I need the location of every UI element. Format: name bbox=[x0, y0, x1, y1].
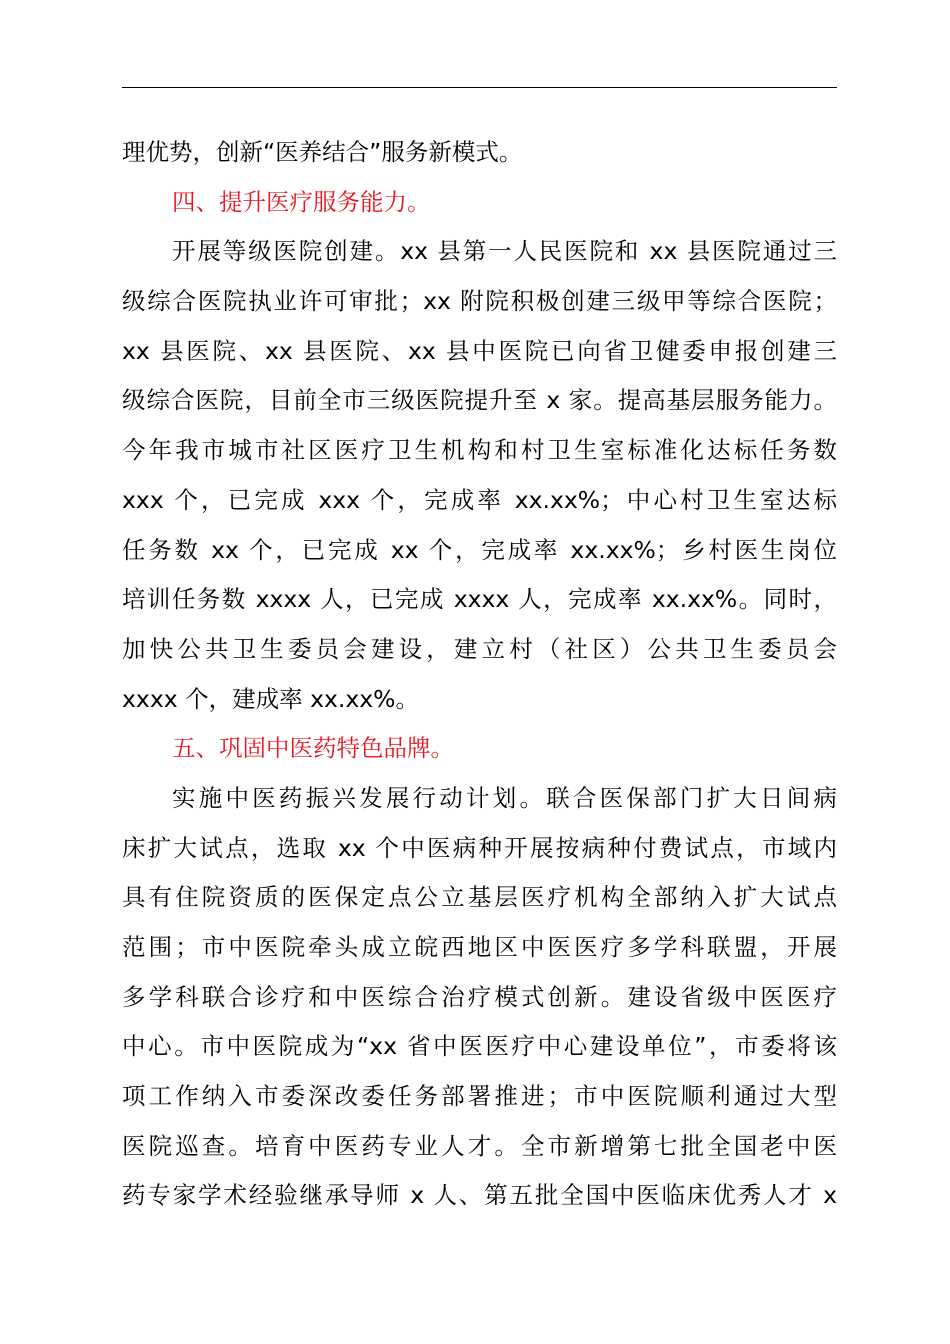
paragraph-line: 多学科联合诊疗和中医综合治疗模式创新。建设省级中医医疗 bbox=[122, 982, 837, 1011]
paragraph-line: xx 县医院、xx 县医院、xx 县中医院已向省卫健委申报创建三 bbox=[122, 336, 837, 365]
paragraph-line: 范围；市中医院牵头成立皖西地区中医医疗多学科联盟，开展 bbox=[122, 933, 837, 961]
paragraph-line: 级综合医院执业许可审批；xx 附院积极创建三级甲等综合医院； bbox=[122, 287, 837, 316]
paragraph-line: 床扩大试点，选取 xx 个中医病种开展按病种付费试点，市域内 bbox=[122, 833, 837, 862]
paragraph-line: 任务数 xx 个，已完成 xx 个，完成率 xx.xx%；乡村医生岗位 bbox=[122, 535, 837, 564]
paragraph-line: 实施中医药振兴发展行动计划。联合医保部门扩大日间病 bbox=[172, 783, 837, 812]
paragraph-line: 具有住院资质的医保定点公立基层医疗机构全部纳入扩大试点 bbox=[122, 883, 837, 912]
paragraph-line: 培训任务数 xxxx 人，已完成 xxxx 人，完成率 xx.xx%。同时， bbox=[122, 585, 837, 614]
paragraph-line: 加快公共卫生委员会建设，建立村（社区）公共卫生委员会 bbox=[122, 634, 837, 663]
paragraph-line: 项工作纳入市委深改委任务部署推进；市中医院顺利通过大型 bbox=[122, 1082, 837, 1111]
paragraph-line: 级综合医院，目前全市三级医院提升至 x 家。提高基层服务能力。 bbox=[122, 386, 837, 415]
paragraph-line: xxxx 个，建成率 xx.xx%。 bbox=[122, 684, 419, 713]
paragraph-line: 开展等级医院创建。xx 县第一人民医院和 xx 县医院通过三 bbox=[172, 237, 837, 266]
paragraph-line: 中心。市中医院成为“xx 省中医医疗中心建设单位”，市委将该 bbox=[122, 1032, 837, 1061]
document-body bbox=[122, 128, 837, 1221]
section-heading-5: 五、巩固中医药特色品牌。 bbox=[172, 734, 454, 763]
header-rule bbox=[122, 87, 837, 88]
paragraph-line: 医院巡查。培育中医药专业人才。全市新增第七批全国老中医 bbox=[122, 1131, 837, 1160]
paragraph-line: 今年我市城市社区医疗卫生机构和村卫生室标准化达标任务数 bbox=[122, 436, 837, 465]
paragraph-line: xxx 个，已完成 xxx 个，完成率 xx.xx%；中心村卫生室达标 bbox=[122, 485, 837, 514]
paragraph-line: 理优势，创新“医养结合”服务新模式。 bbox=[122, 138, 523, 166]
section-heading-4: 四、提升医疗服务能力。 bbox=[172, 187, 431, 216]
paragraph-line: 药专家学术经验继承导师 x 人、第五批全国中医临床优秀人才 x bbox=[122, 1181, 837, 1210]
